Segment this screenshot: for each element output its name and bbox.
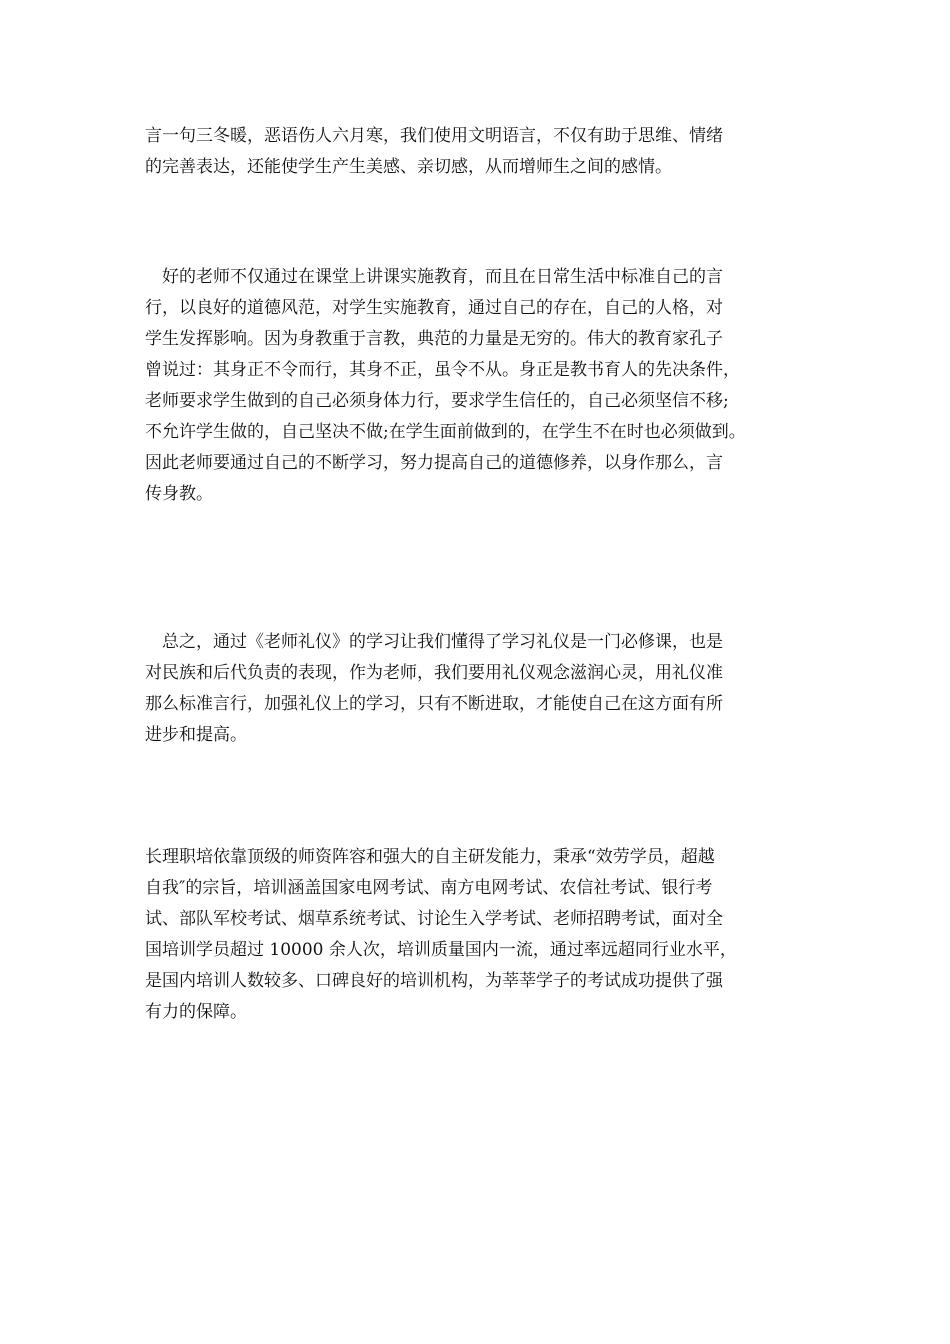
text-line: 有力的保障。 xyxy=(145,1002,247,1022)
text-line: 长理职培依靠顶级的师资阵容和强大的自主研发能力，秉承“效劳学员，超越 xyxy=(145,847,715,867)
text-line: 进步和提高。 xyxy=(145,725,247,745)
text-line: 对民族和后代负责的表现，作为老师，我们要用礼仪观念滋润心灵，用礼仪准 xyxy=(145,663,723,683)
text-line: 那么标准言行，加强礼仪上的学习，只有不断进取，才能使自己在这方面有所 xyxy=(145,694,723,714)
text-line: 曾说过：其身正不令而行，其身不正，虽令不从。身正是教书育人的先决条件， xyxy=(145,360,740,380)
text-line: 传身教。 xyxy=(145,484,213,504)
text-line: 是国内培训人数较多、口碑良好的培训机构，为莘莘学子的考试成功提供了强 xyxy=(145,971,723,991)
text-line: 好的老师不仅通过在课堂上讲课实施教育，而且在日常生活中标准自己的言 xyxy=(145,267,723,287)
text-line: 言一句三冬暖，恶语伤人六月寒，我们使用文明语言，不仅有助于思维、情绪 xyxy=(145,126,723,146)
text-line: 学生发挥影响。因为身教重于言教，典范的力量是无穷的。伟大的教育家孔子 xyxy=(145,329,723,349)
text-line: 试、部队军校考试、烟草系统考试、讨论生入学考试、老师招聘考试，面对全 xyxy=(145,909,723,929)
paragraph-civil-language xyxy=(145,121,835,183)
text-line: 老师要求学生做到的自己必须身体力行，要求学生信任的，自己必须坚信不移; xyxy=(145,391,729,411)
text-line: 总之，通过《老师礼仪》的学习让我们懂得了学习礼仪是一门必修课，也是 xyxy=(145,632,723,652)
text-line: 行，以良好的道德风范，对学生实施教育，通过自己的存在，自己的人格，对 xyxy=(145,298,723,318)
paragraph-training-promo xyxy=(145,842,835,1028)
text-line: 的完善表达，还能使学生产生美感、亲切感，从而增师生之间的感情。 xyxy=(145,157,672,177)
paragraph-conclusion xyxy=(145,627,835,751)
text-line: 因此老师要通过自己的不断学习，努力提高自己的道德修养，以身作那么，言 xyxy=(145,453,723,473)
text-line: 国培训学员超过 10000 余人次，培训质量国内一流，通过率远超同行业水平， xyxy=(145,940,737,960)
text-line: 自我″的宗旨，培训涵盖国家电网考试、南方电网考试、农信社考试、银行考 xyxy=(145,878,713,898)
paragraph-teacher-example xyxy=(145,262,835,510)
text-line: 不允许学生做的，自己坚决不做;在学生面前做到的，在学生不在时也必须做到。 xyxy=(145,422,746,442)
